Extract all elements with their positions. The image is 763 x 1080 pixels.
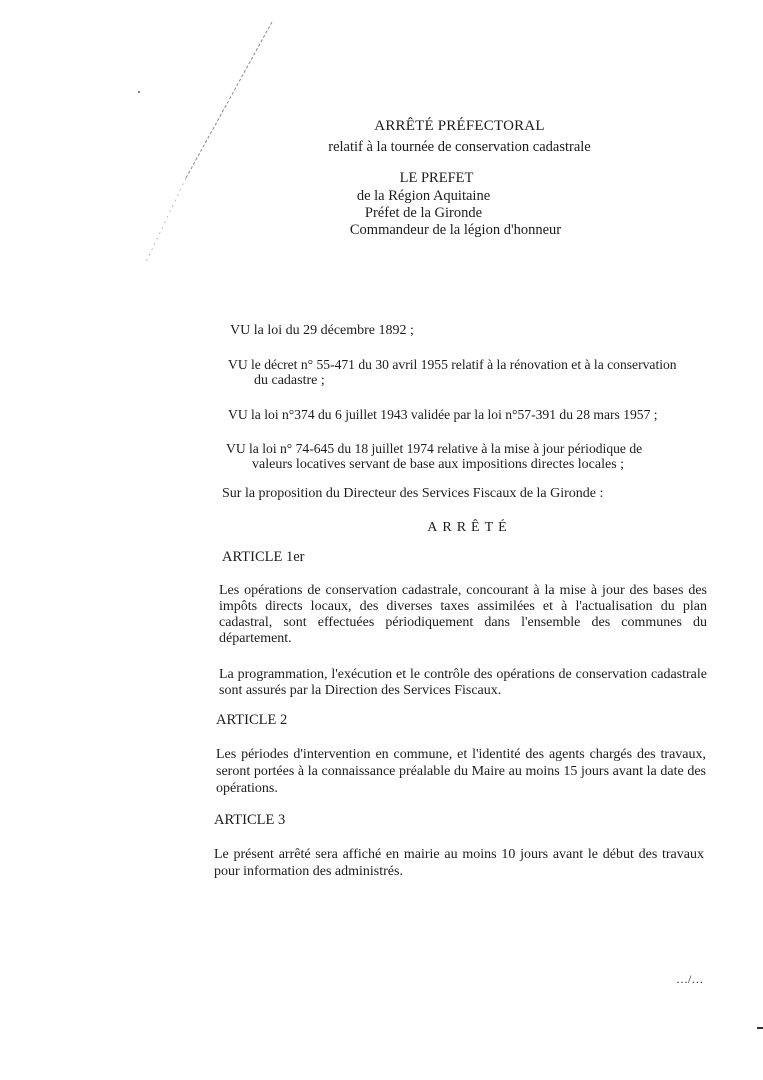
scan-speck — [138, 91, 140, 93]
article-1-heading: ARTICLE 1er — [222, 549, 305, 565]
decision-heading: ARRÊTÉ — [427, 520, 512, 535]
article-3-heading: ARTICLE 3 — [214, 812, 286, 828]
authority-line-1: LE PREFET — [399, 170, 474, 186]
visa-4-line-1: VU la loi n° 74-645 du 18 juillet 1974 relative à la mise à jour périodique de — [226, 441, 643, 456]
authority-line-3: Préfet de la Gironde — [364, 205, 483, 221]
article-2-paragraph-1: Les périodes d'intervention en commune, et l'identité des agents chargés des travaux, seront portées à la connaissance préalable du Maire au moins 15 jours avant la date des opérations. — [216, 747, 706, 796]
authority-line-4: Commandeur de la légion d'honneur — [349, 222, 562, 238]
authority-line-2: de la Région Aquitaine — [356, 188, 491, 204]
article-3-paragraph-1: Le présent arrêté sera affiché en mairie au moins 10 jours avant le début des travaux pour information des administrés. — [214, 847, 704, 879]
article-1-paragraph-2: La programmation, l'exécution et le contrôle des opérations de conservation cadastrale sont assurés par la Direction des Services Fiscaux. — [219, 667, 707, 698]
proposal-line: Sur la proposition du Directeur des Services Fiscaux de la Gironde : — [222, 486, 604, 501]
article-2-heading: ARTICLE 2 — [216, 712, 288, 728]
visa-2-line-1: VU le décret n° 55-471 du 30 avril 1955 relatif à la rénovation et à la conservation — [228, 357, 677, 372]
visa-4-line-2: valeurs locatives servant de base aux impositions directes locales ; — [252, 457, 625, 472]
continuation-mark: …/… — [676, 972, 704, 986]
article-1-paragraph-1: Les opérations de conservation cadastrale, concourant à la mise à jour des bases des impôts directs locaux, des diverses taxes assimilées et à l'actualisation du plan cadastral, sont effectuées périodiquement dans l'ensemble des communes du département. — [219, 583, 707, 646]
document-subtitle: relatif à la tournée de conservation cadastrale — [328, 139, 591, 155]
visa-2-line-2: du cadastre ; — [254, 373, 325, 388]
visa-3: VU la loi n°374 du 6 juillet 1943 validée par la loi n°57-391 du 28 mars 1957 ; — [228, 407, 658, 422]
document-title: ARRÊTÉ PRÉFECTORAL — [374, 118, 545, 134]
visa-1: VU la loi du 29 décembre 1892 ; — [230, 323, 414, 338]
